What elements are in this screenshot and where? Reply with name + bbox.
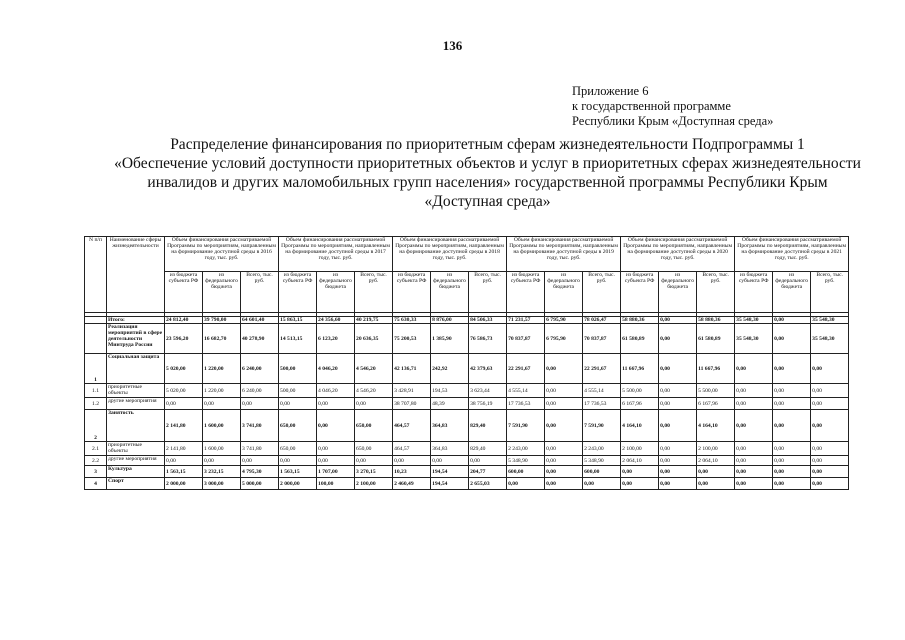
cell-value: 71 231,57 xyxy=(507,317,545,324)
cell-value: 3 623,44 xyxy=(469,384,507,398)
row-name: другие мероприятия xyxy=(107,398,165,410)
cell-value: 829,40 xyxy=(469,442,507,456)
table-row xyxy=(85,410,849,442)
cell-value: 35 548,30 xyxy=(811,324,849,354)
cell-value: 0,00 xyxy=(241,456,279,466)
table-row xyxy=(85,354,849,384)
cell-value: 61 580,89 xyxy=(697,324,735,354)
cell-value: 0,00 xyxy=(811,478,849,490)
table-row xyxy=(85,442,849,456)
cell-value: 0,00 xyxy=(545,466,583,478)
cell-value: 650,00 xyxy=(279,410,317,442)
cell-value: 0,00 xyxy=(773,478,811,490)
row-number xyxy=(85,317,107,324)
header-total: Всего, тыс. руб. xyxy=(241,272,279,313)
cell-value: 42 379,63 xyxy=(469,354,507,384)
cell-value: 17 736,53 xyxy=(507,398,545,410)
cell-value: 0,00 xyxy=(659,398,697,410)
cell-value: 84 506,33 xyxy=(469,317,507,324)
header-regional: из бюджета субъекта РФ xyxy=(735,272,773,313)
header-num: N п/п xyxy=(85,237,107,313)
cell-value: 2 655,03 xyxy=(469,478,507,490)
cell-value: 204,77 xyxy=(469,466,507,478)
cell-value: 10,23 xyxy=(393,466,431,478)
header-total: Всего, тыс. руб. xyxy=(355,272,393,313)
financing-table xyxy=(84,236,849,490)
cell-value: 20 636,35 xyxy=(355,324,393,354)
row-number: 4 xyxy=(85,478,107,490)
cell-value: 6 167,96 xyxy=(621,398,659,410)
cell-value: 1 220,00 xyxy=(203,384,241,398)
row-name: приоритетные объекты xyxy=(107,384,165,398)
cell-value: 194,54 xyxy=(431,466,469,478)
cell-value: 0,00 xyxy=(659,442,697,456)
cell-value: 600,00 xyxy=(507,466,545,478)
cell-value: 6 795,90 xyxy=(545,317,583,324)
row-number: 1 xyxy=(85,354,107,384)
header-federal: из федерального бюджета xyxy=(317,272,355,313)
cell-value: 7 591,90 xyxy=(507,410,545,442)
appendix-line-2: к государственной программе xyxy=(572,99,731,113)
header-regional: из бюджета субъекта РФ xyxy=(621,272,659,313)
row-name: Итого: xyxy=(107,317,165,324)
cell-value: 70 837,87 xyxy=(583,324,621,354)
cell-value: 0,00 xyxy=(773,384,811,398)
cell-value: 7 591,90 xyxy=(583,410,621,442)
cell-value: 2 460,49 xyxy=(393,478,431,490)
cell-value: 2 100,00 xyxy=(355,478,393,490)
cell-value: 2 000,00 xyxy=(165,478,203,490)
header-federal: из федерального бюджета xyxy=(659,272,697,313)
cell-value: 40 219,75 xyxy=(355,317,393,324)
cell-value: 464,57 xyxy=(393,442,431,456)
cell-value: 5 348,90 xyxy=(583,456,621,466)
cell-value: 1 220,00 xyxy=(203,354,241,384)
row-name: приоритетные объекты xyxy=(107,442,165,456)
row-name: Культура xyxy=(107,466,165,478)
cell-value: 5 500,00 xyxy=(697,384,735,398)
cell-value: 0,00 xyxy=(545,398,583,410)
row-number: 1.1 xyxy=(85,384,107,398)
cell-value: 3 741,80 xyxy=(241,442,279,456)
row-name: Социальная защита xyxy=(107,354,165,384)
cell-value: 3 741,80 xyxy=(241,410,279,442)
cell-value: 0,00 xyxy=(545,354,583,384)
cell-value: 0,00 xyxy=(697,478,735,490)
cell-value: 0,00 xyxy=(659,317,697,324)
cell-value: 0,00 xyxy=(165,456,203,466)
cell-value: 0,00 xyxy=(659,466,697,478)
appendix-note xyxy=(572,84,773,129)
header-regional: из бюджета субъекта РФ xyxy=(279,272,317,313)
cell-value: 0,00 xyxy=(811,442,849,456)
cell-value: 2 141,80 xyxy=(165,410,203,442)
cell-value: 3 000,00 xyxy=(203,478,241,490)
cell-value: 0,00 xyxy=(659,324,697,354)
cell-value: 0,00 xyxy=(811,456,849,466)
cell-value: 0,00 xyxy=(469,456,507,466)
cell-value: 4 164,10 xyxy=(621,410,659,442)
document-title xyxy=(95,135,880,211)
cell-value: 0,00 xyxy=(697,466,735,478)
cell-value: 17 736,53 xyxy=(583,398,621,410)
cell-value: 0,00 xyxy=(621,478,659,490)
cell-value: 650,00 xyxy=(355,442,393,456)
cell-value: 24 812,40 xyxy=(165,317,203,324)
cell-value: 38 707,80 xyxy=(393,398,431,410)
table-row xyxy=(85,466,849,478)
cell-value: 1 563,15 xyxy=(279,466,317,478)
cell-value: 0,00 xyxy=(545,478,583,490)
cell-value: 1 563,15 xyxy=(165,466,203,478)
cell-value: 500,00 xyxy=(279,354,317,384)
cell-value: 75 200,53 xyxy=(393,324,431,354)
cell-value: 0,00 xyxy=(735,466,773,478)
title-line-2: «Обеспечение условий доступности приоритетных объектов и услуг в приоритетных сферах жизнедеятельности xyxy=(114,155,861,172)
cell-value: 2 243,00 xyxy=(507,442,545,456)
cell-value: 0,00 xyxy=(545,456,583,466)
cell-value: 0,00 xyxy=(735,410,773,442)
cell-value: 364,83 xyxy=(431,442,469,456)
row-number: 1.2 xyxy=(85,398,107,410)
cell-value: 650,00 xyxy=(279,442,317,456)
cell-value: 0,00 xyxy=(507,478,545,490)
cell-value: 3 428,91 xyxy=(393,384,431,398)
cell-value: 0,00 xyxy=(659,354,697,384)
cell-value: 0,00 xyxy=(811,398,849,410)
cell-value: 35 548,30 xyxy=(811,317,849,324)
header-year-3: Объем финансирования рассматриваемой Программы по мероприятиям, направленным на формирование доступной среды в 2018 году, тыс. руб. xyxy=(393,237,507,272)
cell-value: 0,00 xyxy=(773,398,811,410)
cell-value: 1 600,00 xyxy=(203,410,241,442)
cell-value: 2 064,10 xyxy=(621,456,659,466)
table-row xyxy=(85,456,849,466)
cell-value: 0,00 xyxy=(355,398,393,410)
header-total: Всего, тыс. руб. xyxy=(697,272,735,313)
cell-value: 0,00 xyxy=(735,442,773,456)
table-row xyxy=(85,478,849,490)
cell-value: 0,00 xyxy=(621,466,659,478)
cell-value: 35 548,30 xyxy=(735,317,773,324)
cell-value: 22 291,67 xyxy=(583,354,621,384)
header-regional: из бюджета субъекта РФ xyxy=(165,272,203,313)
cell-value: 5 348,90 xyxy=(507,456,545,466)
cell-value: 38 756,19 xyxy=(469,398,507,410)
cell-value: 464,57 xyxy=(393,410,431,442)
cell-value: 76 586,73 xyxy=(469,324,507,354)
cell-value: 1 600,00 xyxy=(203,442,241,456)
cell-value: 0,00 xyxy=(545,384,583,398)
cell-value: 0,00 xyxy=(773,410,811,442)
cell-value: 2 100,00 xyxy=(621,442,659,456)
cell-value: 0,00 xyxy=(811,410,849,442)
cell-value: 0,00 xyxy=(393,456,431,466)
cell-value: 0,00 xyxy=(773,466,811,478)
cell-value: 0,00 xyxy=(317,410,355,442)
cell-value: 4 046,20 xyxy=(317,384,355,398)
cell-value: 0,00 xyxy=(735,398,773,410)
table-row xyxy=(85,324,849,354)
row-number: 2.2 xyxy=(85,456,107,466)
cell-value: 0,00 xyxy=(203,398,241,410)
header-year-6: Объем финансирования рассматриваемой Программы по мероприятиям, направленным на формирование доступной среды в 2021 году, тыс. руб. xyxy=(735,237,849,272)
table-row xyxy=(85,317,849,324)
cell-value: 5 020,00 xyxy=(165,354,203,384)
row-number xyxy=(85,324,107,354)
header-total: Всего, тыс. руб. xyxy=(583,272,621,313)
table-row xyxy=(85,384,849,398)
header-year-4: Объем финансирования рассматриваемой Программы по мероприятиям, направленным на формирование доступной среды в 2019 году, тыс. руб. xyxy=(507,237,621,272)
page-number: 136 xyxy=(442,38,463,53)
cell-value: 0,00 xyxy=(659,456,697,466)
cell-value: 3 270,15 xyxy=(355,466,393,478)
cell-value: 64 601,40 xyxy=(241,317,279,324)
header-year-2: Объем финансирования рассматриваемой Программы по мероприятиям, направленным на формирование доступной среды в 2017 году, тыс. руб. xyxy=(279,237,393,272)
header-regional: из бюджета субъекта РФ xyxy=(393,272,431,313)
cell-value: 75 630,33 xyxy=(393,317,431,324)
cell-value: 39 790,00 xyxy=(203,317,241,324)
cell-value: 58 880,36 xyxy=(621,317,659,324)
cell-value: 0,00 xyxy=(773,317,811,324)
cell-value: 1 707,00 xyxy=(317,466,355,478)
cell-value: 11 667,96 xyxy=(697,354,735,384)
cell-value: 40 278,90 xyxy=(241,324,279,354)
cell-value: 0,00 xyxy=(317,398,355,410)
title-line-1: Распределение финансирования по приоритетным сферам жизнедеятельности Подпрограммы 1 xyxy=(170,136,805,153)
cell-value: 0,00 xyxy=(735,354,773,384)
cell-value: 0,00 xyxy=(735,456,773,466)
cell-value: 0,00 xyxy=(811,384,849,398)
cell-value: 1 385,90 xyxy=(431,324,469,354)
row-name: другие мероприятия xyxy=(107,456,165,466)
appendix-line-3: Республики Крым «Доступная среда» xyxy=(572,114,774,128)
cell-value: 242,92 xyxy=(431,354,469,384)
cell-value: 5 020,00 xyxy=(165,384,203,398)
cell-value: 78 026,47 xyxy=(583,317,621,324)
cell-value: 0,00 xyxy=(165,398,203,410)
row-number: 2.1 xyxy=(85,442,107,456)
cell-value: 0,00 xyxy=(659,478,697,490)
cell-value: 0,00 xyxy=(735,478,773,490)
header-federal: из федерального бюджета xyxy=(545,272,583,313)
row-name: Занятость xyxy=(107,410,165,442)
cell-value: 5 500,00 xyxy=(621,384,659,398)
cell-value: 0,00 xyxy=(431,456,469,466)
cell-value: 0,00 xyxy=(279,456,317,466)
cell-value: 0,00 xyxy=(317,442,355,456)
cell-value: 2 100,00 xyxy=(697,442,735,456)
cell-value: 6 240,00 xyxy=(241,354,279,384)
cell-value: 23 596,20 xyxy=(165,324,203,354)
cell-value: 600,00 xyxy=(583,466,621,478)
row-number: 2 xyxy=(85,410,107,442)
cell-value: 4 795,30 xyxy=(241,466,279,478)
header-total: Всего, тыс. руб. xyxy=(469,272,507,313)
cell-value: 70 837,87 xyxy=(507,324,545,354)
header-regional: из бюджета субъекта РФ xyxy=(507,272,545,313)
cell-value: 0,00 xyxy=(811,466,849,478)
cell-value: 35 548,30 xyxy=(735,324,773,354)
cell-value: 0,00 xyxy=(773,456,811,466)
header-total: Всего, тыс. руб. xyxy=(811,272,849,313)
cell-value: 14 513,15 xyxy=(279,324,317,354)
cell-value: 4 546,20 xyxy=(355,354,393,384)
cell-value: 61 580,89 xyxy=(621,324,659,354)
row-name: Реализация мероприятий в сфере деятельности Минтруда России xyxy=(107,324,165,354)
cell-value: 500,00 xyxy=(279,384,317,398)
cell-value: 2 000,00 xyxy=(279,478,317,490)
cell-value: 6 123,20 xyxy=(317,324,355,354)
header-year-5: Объем финансирования рассматриваемой Программы по мероприятиям, направленным на формирование доступной среды в 2020 году, тыс. руб. xyxy=(621,237,735,272)
cell-value: 24 356,60 xyxy=(317,317,355,324)
cell-value: 0,00 xyxy=(279,398,317,410)
cell-value: 0,00 xyxy=(545,410,583,442)
cell-value: 15 863,15 xyxy=(279,317,317,324)
cell-value: 48,39 xyxy=(431,398,469,410)
header-federal: из федерального бюджета xyxy=(203,272,241,313)
cell-value: 2 141,80 xyxy=(165,442,203,456)
cell-value: 42 136,71 xyxy=(393,354,431,384)
header-federal: из федерального бюджета xyxy=(431,272,469,313)
cell-value: 194,53 xyxy=(431,384,469,398)
cell-value: 0,00 xyxy=(545,442,583,456)
cell-value: 0,00 xyxy=(735,384,773,398)
header-year-1: Объем финансирования рассматриваемой Программы по мероприятиям, направленным на формирование доступной среды в 2016 году, тыс. руб. xyxy=(165,237,279,272)
cell-value: 194,54 xyxy=(431,478,469,490)
header-name: Наименование сферы жизнедеятельности xyxy=(107,237,165,313)
header-federal: из федерального бюджета xyxy=(773,272,811,313)
cell-value: 0,00 xyxy=(317,456,355,466)
cell-value: 58 880,36 xyxy=(697,317,735,324)
appendix-line-1: Приложение 6 xyxy=(572,84,649,98)
cell-value: 0,00 xyxy=(773,324,811,354)
table-row xyxy=(85,398,849,410)
cell-value: 11 667,96 xyxy=(621,354,659,384)
cell-value: 2 243,00 xyxy=(583,442,621,456)
cell-value: 4 546,20 xyxy=(355,384,393,398)
row-name: Спорт xyxy=(107,478,165,490)
cell-value: 364,83 xyxy=(431,410,469,442)
cell-value: 829,40 xyxy=(469,410,507,442)
cell-value: 0,00 xyxy=(773,442,811,456)
cell-value: 16 682,70 xyxy=(203,324,241,354)
cell-value: 6 240,00 xyxy=(241,384,279,398)
title-line-3: инвалидов и других маломобильных групп населения» государственной программы Республики Крым xyxy=(147,174,828,191)
cell-value: 100,00 xyxy=(317,478,355,490)
cell-value: 0,00 xyxy=(355,456,393,466)
cell-value: 0,00 xyxy=(811,354,849,384)
cell-value: 0,00 xyxy=(773,354,811,384)
cell-value: 0,00 xyxy=(659,410,697,442)
cell-value: 8 876,00 xyxy=(431,317,469,324)
cell-value: 0,00 xyxy=(241,398,279,410)
cell-value: 3 232,15 xyxy=(203,466,241,478)
cell-value: 4 555,14 xyxy=(583,384,621,398)
cell-value: 22 291,67 xyxy=(507,354,545,384)
cell-value: 0,00 xyxy=(203,456,241,466)
cell-value: 2 064,10 xyxy=(697,456,735,466)
cell-value: 5 000,00 xyxy=(241,478,279,490)
cell-value: 6 167,96 xyxy=(697,398,735,410)
row-number: 3 xyxy=(85,466,107,478)
title-line-4: «Доступная среда» xyxy=(424,193,551,210)
cell-value: 4 164,10 xyxy=(697,410,735,442)
cell-value: 4 046,20 xyxy=(317,354,355,384)
cell-value: 0,00 xyxy=(659,384,697,398)
cell-value: 6 795,90 xyxy=(545,324,583,354)
cell-value: 4 555,14 xyxy=(507,384,545,398)
cell-value: 650,00 xyxy=(355,410,393,442)
cell-value: 0,00 xyxy=(583,478,621,490)
